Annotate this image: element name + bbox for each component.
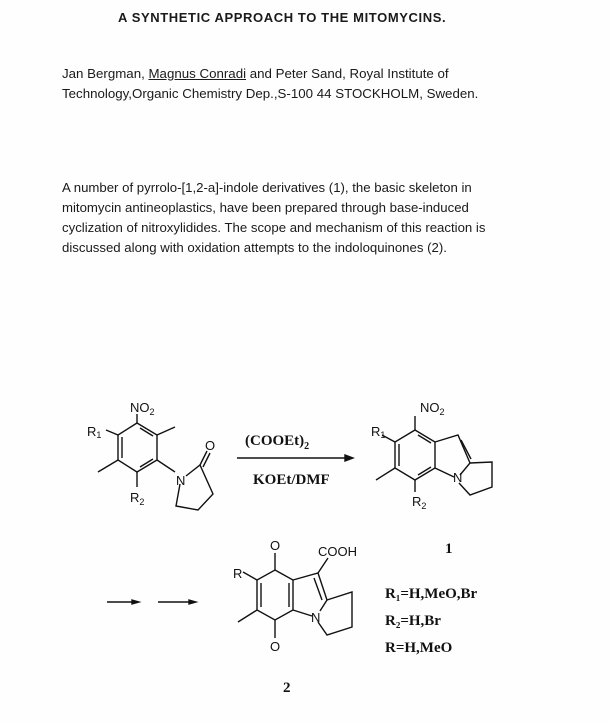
abstract-line: discussed along with oxidation attempts to the indoloquinones (2). [62,240,447,255]
no2-label: $NO_2$ [130,400,155,417]
abstract-line: cyclization of nitroxylidides. The scope and mechanism of this reaction is [62,220,486,235]
oxygen-label: O [205,438,216,453]
oxygen-label: O [270,639,281,654]
author: Jan Bergman, [62,66,149,81]
paper-title: A SYNTHETIC APPROACH TO THE MITOMYCINS. [118,10,447,25]
r-label: R [233,566,243,581]
oxygen-label: O [270,538,281,553]
author-rest: and Peter Sand, Royal Institute of [246,66,449,81]
reaction-arrow [237,433,353,488]
no2-label: $NO_2$ [420,400,445,417]
reagent-label: $(COOEt)_2$ [245,433,310,452]
substituent-definitions [385,586,478,656]
r-definition: R=H,MeO [385,640,453,656]
nitrogen-label: N [453,470,463,485]
r1-label: R1 [87,424,102,440]
starting-material-structure [87,400,215,510]
multistep-arrows [107,600,196,604]
abstract-line: A number of pyrrolo-[1,2-a]-indole derivatives (1), the basic skeleton in [62,180,472,195]
product-1-structure [371,400,492,557]
r2-label: $R_2$ [130,490,145,507]
affiliation-line: Technology,Organic Chemistry Dep.,S-100 44 STOCKHOLM, Sweden. [62,86,479,101]
presenting-author: Magnus Conradi [148,66,247,81]
r1-definition: R₁=H,MeO,Br [385,586,478,602]
compound-number-1: 1 [445,541,453,557]
r2-definition: R₂=H,Br [385,613,441,629]
r2-label: $R_2$ [412,494,427,511]
product-2-structure [233,538,357,696]
r1-label: R1 [371,424,386,440]
conditions-label: KOEt/DMF [253,472,330,488]
abstract-line: mitomycin antineoplastics, have been prepared through base-induced [62,200,469,215]
nitrogen-label: N [311,610,321,625]
compound-number-2: 2 [283,680,291,696]
cooh-label: COOH [318,544,357,559]
nitrogen-label: N [176,473,186,488]
